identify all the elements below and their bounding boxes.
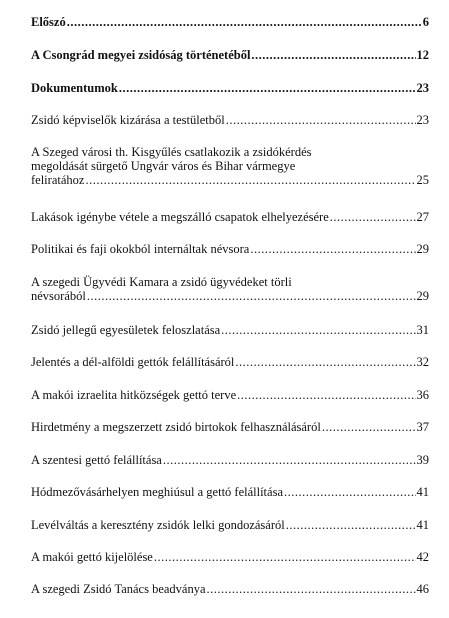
toc-entry-page: 32 — [416, 355, 429, 369]
toc-entry — [31, 582, 429, 596]
toc-entry-title: A makói gettó kijelölése — [31, 550, 153, 564]
toc-entry — [31, 485, 429, 499]
toc-entry-page: 29 — [416, 242, 429, 256]
toc-entry-title: Zsidó képviselők kizárása a testületből — [31, 113, 225, 127]
dot-leader — [237, 388, 415, 402]
dot-leader — [330, 210, 416, 224]
dot-leader — [226, 113, 416, 127]
toc-entry-title: Dokumentumok — [31, 81, 118, 95]
toc-entry-page: 25 — [416, 173, 429, 187]
toc-entry-page: 6 — [422, 15, 429, 29]
toc-entry-title: Lakások igénybe vétele a megszálló csapatok elhelyezésére — [31, 210, 329, 224]
toc-entry-title: A Csongrád megyei zsidóság történetéből — [31, 48, 251, 62]
dot-leader — [221, 323, 415, 337]
toc-entry — [31, 15, 429, 29]
toc-entry-page: 29 — [416, 289, 429, 303]
toc-entry-page: 23 — [416, 81, 429, 95]
toc-entry — [31, 145, 429, 187]
toc-entry-title: A szentesi gettó felállítása — [31, 453, 162, 467]
toc-entry-title-line: A Szeged városi th. Kisgyűlés csatlakozik a zsidókérdés — [31, 145, 312, 159]
toc-entry-title-line: megoldását sürgető Ungvár város és Bihar vármegye — [31, 159, 296, 173]
dot-leader — [235, 355, 415, 369]
toc-entry-page: 46 — [416, 582, 429, 596]
toc-entry-title: Politikai és faji okokból internáltak névsora — [31, 242, 250, 256]
toc-entry-title: Előszó — [31, 15, 66, 29]
toc-entry-title-line: A szegedi Ügyvédi Kamara a zsidó ügyvédeket törli — [31, 275, 292, 289]
dot-leader — [284, 485, 416, 499]
toc-entry-page: 37 — [416, 420, 429, 434]
toc-entry-page: 12 — [416, 48, 429, 62]
dot-leader — [154, 550, 416, 564]
toc-entry — [31, 323, 429, 337]
dot-leader — [322, 420, 416, 434]
dot-leader — [207, 582, 416, 596]
toc-entry-title: névsorából — [31, 289, 86, 303]
toc-entry-title: A szegedi Zsidó Tanács beadványa — [31, 582, 206, 596]
dot-leader — [67, 15, 422, 29]
dot-leader — [251, 48, 415, 62]
toc-entry-page: 23 — [416, 113, 429, 127]
toc-entry-title: A makói izraelita hitközségek gettó terve — [31, 388, 237, 402]
dot-leader — [250, 242, 415, 256]
toc-entry-page: 36 — [416, 388, 429, 402]
toc-entry-title: Jelentés a dél-alföldi gettók felállításáról — [31, 355, 235, 369]
toc-entry — [31, 453, 429, 467]
toc-entry-page: 31 — [416, 323, 429, 337]
toc-entry-page: 42 — [416, 550, 429, 564]
toc-entry-page: 39 — [416, 453, 429, 467]
toc-entry — [31, 242, 429, 256]
dot-leader — [87, 289, 416, 303]
toc-entry-title: feliratához — [31, 173, 85, 187]
dot-leader — [163, 453, 416, 467]
dot-leader — [286, 518, 416, 532]
toc-entry-page: 41 — [416, 518, 429, 532]
toc-entry — [31, 420, 429, 434]
toc-entry — [31, 275, 429, 303]
toc-entry — [31, 81, 429, 95]
dot-leader — [85, 173, 415, 187]
toc-entry — [31, 355, 429, 369]
toc-entry — [31, 113, 429, 127]
toc-entry-title: Zsidó jellegű egyesületek feloszlatása — [31, 323, 221, 337]
toc-entry — [31, 388, 429, 402]
toc-entry — [31, 518, 429, 532]
toc-entry-page: 27 — [416, 210, 429, 224]
toc-entry-title: Hódmezővásárhelyen meghiúsul a gettó felállítása — [31, 485, 283, 499]
dot-leader — [119, 81, 416, 95]
toc-entry — [31, 550, 429, 564]
toc-entry-title: Levélváltás a keresztény zsidók lelki gondozásáról — [31, 518, 285, 532]
toc-entry-title: Hirdetmény a megszerzett zsidó birtokok felhasználásáról — [31, 420, 321, 434]
toc-entry — [31, 210, 429, 224]
toc-entry — [31, 48, 429, 62]
toc-entry-page: 41 — [416, 485, 429, 499]
